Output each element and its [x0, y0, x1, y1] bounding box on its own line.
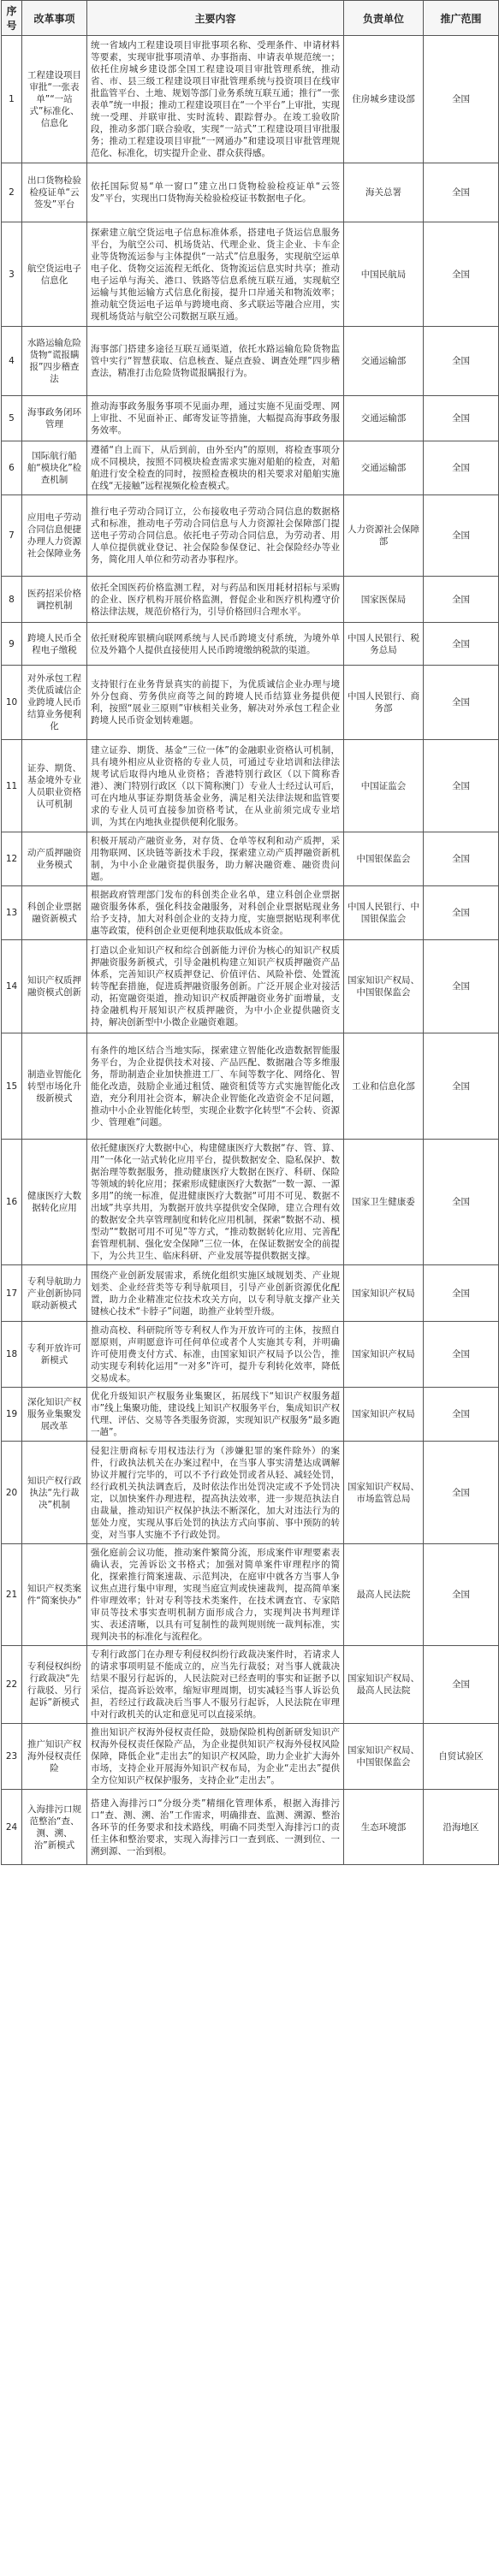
responsible-unit: 中国人民银行、中国银保监会: [344, 886, 424, 940]
table-header-row: [2, 1, 499, 36]
reform-item: 推广知识产权海外侵权责任险: [22, 1724, 87, 1790]
reform-item: 知识产权行政执法“先行裁决”机制: [22, 1442, 87, 1544]
table-row: [2, 36, 499, 163]
promotion-scope: 全国: [424, 441, 499, 495]
header-promotion-scope: 推广范围: [424, 1, 499, 36]
row-number: 10: [2, 666, 22, 740]
table-row: [2, 441, 499, 495]
row-number: 24: [2, 1790, 22, 1865]
reform-item: 知识产权类案件“简案快办”: [22, 1544, 87, 1646]
main-content: 统一省域内工程建设项目审批事项名称、受理条件、申请材料等要素，实现审批事项清单、办事指南、申请表单规范统一；依托住房城乡建设部全国工程建设项目审批管理系统，推动省、市、县三级工程建设项目审批管理系统与投资项目在线审批监管平台、土地、规划等部门业务系统互联互通；推行“一张表单”统一申报；推动工程建设项目在“一个平台”上审批，实现统一受理、并联审批、实时流转、跟踪督办。在竣工验收阶段，推动多部门联合验收，实现“一站式”工程建设项目审批服务；推动工程建设项目审批“一网通办”和建设项目审批管理规范化、标准化，切实提升企业、群众获得感。: [87, 36, 344, 163]
table-row: [2, 886, 499, 940]
table-row: [2, 1322, 499, 1388]
responsible-unit: 中国证监会: [344, 740, 424, 832]
promotion-scope: 全国: [424, 327, 499, 396]
main-content: 有条件的地区结合当地实际，探索建立智能化改造数据智能服务平台，为企业提供技术对接、产品匹配、数据融合等多维服务，帮助制造企业加快推进工厂、车间等数字化、网络化、智能化改造，鼓励企业通过租赁、融资租赁等方式实施智能化改造，充分利用社会资本，解决企业智能化改造资金不足问题，推动中小企业智能化转型，实现企业数字化转型“不会转、资源少、管理难”问题。: [87, 1033, 344, 1140]
row-number: 7: [2, 495, 22, 577]
reform-item: 出口货物检验检疫证单“云签发”平台: [22, 163, 87, 222]
promotion-scope: 全国: [424, 577, 499, 623]
promotion-scope: 全国: [424, 940, 499, 1033]
responsible-unit: 国家知识产权局、中国银保监会: [344, 1724, 424, 1790]
reform-item: 专利开放许可新模式: [22, 1322, 87, 1388]
reform-item: 工程建设项目审批“一张表单”“一站式”标准化、信息化: [22, 36, 87, 163]
reform-item: 医药招采价格调控机制: [22, 577, 87, 623]
promotion-scope: 全国: [424, 666, 499, 740]
responsible-unit: 国家知识产权局、最高人民法院: [344, 1646, 424, 1724]
main-content: 围绕产业创新发展需求，系统化组织实施区域规划类、产业规划类、企业经营类等专利导航项目，引导产业创新资源优化配置，助力企业精准定位技术攻关方向，以专利导航支撑产业关键核心技术“卡脖子”问题，助推产业转型升级。: [87, 1265, 344, 1322]
responsible-unit: 中国人民银行、商务部: [344, 666, 424, 740]
table-row: [2, 1140, 499, 1265]
row-number: 13: [2, 886, 22, 940]
row-number: 2: [2, 163, 22, 222]
promotion-scope: 全国: [424, 1033, 499, 1140]
promotion-scope: 全国: [424, 1442, 499, 1544]
table-row: [2, 396, 499, 441]
reform-item: 航空货运电子信息化: [22, 222, 87, 327]
table-row: [2, 740, 499, 832]
row-number: 16: [2, 1140, 22, 1265]
main-content: 依托国际贸易“单一窗口”建立出口货物检验检疫证单“云签发”平台，实现出口货物海关检验检疫证书数据电子化。: [87, 163, 344, 222]
responsible-unit: 最高人民法院: [344, 1544, 424, 1646]
main-content: 支持银行在业务背景真实的前提下，为优质诚信企业办理与境外分包商、劳务供应商等之间的跨境人民币结算业务提供便利，按照“展业三原则”审核相关业务，解决对外承包工程企业跨境人民币资金划转难题。: [87, 666, 344, 740]
promotion-scope: 全国: [424, 623, 499, 666]
promotion-scope: 全国: [424, 222, 499, 327]
responsible-unit: 国家知识产权局、中国银保监会: [344, 940, 424, 1033]
row-number: 3: [2, 222, 22, 327]
promotion-scope: 全国: [424, 1265, 499, 1322]
promotion-scope: 全国: [424, 163, 499, 222]
promotion-scope: 全国: [424, 1388, 499, 1442]
promotion-scope: 全国: [424, 1140, 499, 1265]
table-row: [2, 577, 499, 623]
promotion-scope: 沿海地区: [424, 1790, 499, 1865]
row-number: 23: [2, 1724, 22, 1790]
responsible-unit: 海关总署: [344, 163, 424, 222]
responsible-unit: 国家知识产权局、市场监管总局: [344, 1442, 424, 1544]
promotion-scope: 全国: [424, 1544, 499, 1646]
promotion-scope: 全国: [424, 886, 499, 940]
table-row: [2, 1265, 499, 1322]
table-row: [2, 495, 499, 577]
reform-item: 知识产权质押融资模式创新: [22, 940, 87, 1033]
responsible-unit: 工业和信息化部: [344, 1033, 424, 1140]
reform-item: 海事政务闭环管理: [22, 396, 87, 441]
responsible-unit: 交通运输部: [344, 327, 424, 396]
responsible-unit: 生态环境部: [344, 1790, 424, 1865]
header-responsible-unit: 负责单位: [344, 1, 424, 36]
main-content: 优化升级知识产权服务业集聚区，拓展线下“知识产权服务超市”线上集聚功能，建设线上知识产权服务平台，集成知识产权代理、评估、交易等各类服务资源，实现知识产权服务“最多跑一趟”。: [87, 1388, 344, 1442]
responsible-unit: 中国民航局: [344, 222, 424, 327]
main-content: 推出知识产权海外侵权责任险，鼓励保险机构创新研发知识产权海外侵权责任保险产品，为企业提供知识产权海外侵权风险保障，降低企业“走出去”的知识产权风险，助力企业扩大海外市场，支持企业开展海外知识产权布局，为企业“走出去”提供全方位知识产权保护服务，支持企业“走出去”。: [87, 1724, 344, 1790]
responsible-unit: 中国人民银行、税务总局: [344, 623, 424, 666]
main-content: 遵循“自上而下，从后到前，由外至内”的原则，将检查事项分成不同模块，按照不同模块检查需求实施对船舶的检查，对船舶进行安全检查的同时，按照检查模块的相关要求对船舶实施在线“无接触”远程视频化检查模式。: [87, 441, 344, 495]
reform-item: 国际航行船舶“模块化”检查机制: [22, 441, 87, 495]
promotion-scope: 全国: [424, 1322, 499, 1388]
reform-item: 证券、期货、基金境外专业人员职业资格认可机制: [22, 740, 87, 832]
row-number: 15: [2, 1033, 22, 1140]
main-content: 依托财税库银横向联网系统与人民币跨境支付系统，为境外单位及外籍个人提供直接使用人民币跨境缴纳税款的渠道。: [87, 623, 344, 666]
table-row: [2, 1442, 499, 1544]
main-content: 根据政府管理部门发布的科创类企业名单，建立科创企业票据融资服务体系，强化科技金融服务，对科创企业票据贴现业务给予支持，加大对科创企业的支持力度，实施票据贴现利率优惠等政策，使科创企业更便利地获取低成本资金。: [87, 886, 344, 940]
table-row: [2, 1790, 499, 1865]
promotion-scope: 自贸试验区: [424, 1724, 499, 1790]
row-number: 18: [2, 1322, 22, 1388]
reform-item: 对外承包工程类优质诚信企业跨境人民币结算业务便利化: [22, 666, 87, 740]
row-number: 22: [2, 1646, 22, 1724]
responsible-unit: 国家知识产权局: [344, 1322, 424, 1388]
reform-item: 专利侵权纠纷行政裁决“先行裁驳、另行起诉”新模式: [22, 1646, 87, 1724]
main-content: 依托全国医药价格监测工程，对与药品和医用耗材招标与采购的企业、医疗机构开展价格监测，督促企业和医疗机构遵守价格法律法规，规范价格行为，引导价格回归合理水平。: [87, 577, 344, 623]
main-content: 推动高校、科研院所等专利权人作为开放许可的主体，按照自愿原则，声明愿意许可任何单位或者个人实施其专利，并明确许可使用费支付方式、标准，由国家知识产权局予以公告，推动实现专利转化运用“一对多”许可，提升专利转化效率，降低交易成本。: [87, 1322, 344, 1388]
main-content: 专利行政部门在办理专利侵权纠纷行政裁决案件时，若请求人的请求事项明显不能成立的，应当先行裁驳；对当事人就裁决结果不服另行起诉的，人民法院对已经查明的事实和证据予以采信，提高诉讼效率，缩短审理周期，切实减轻当事人诉讼负担，若经过行政裁决后当事人不服另行起诉，人民法院在审理中对行政机关的认定和意见可以直接采纳。: [87, 1646, 344, 1724]
reform-item: 深化知识产权服务业集聚发展改革: [22, 1388, 87, 1442]
table-row: [2, 327, 499, 396]
main-content: 海事部门搭建多途径互联互通渠道，依托水路运输危险货物监管中实行“智慧获取、信息核查、疑点查验、调查处理”四步稽查法，精准打击危险货物谎报瞒报行为。: [87, 327, 344, 396]
main-content: 推动海事政务服务事项不见面办理，通过实施不见面受理、网上审批、不见面补正、邮寄发证等措施，大幅提高海事政务服务效率。: [87, 396, 344, 441]
table-row: [2, 1646, 499, 1724]
reform-item: 制造业智能化转型市场化升级新模式: [22, 1033, 87, 1140]
table-row: [2, 1388, 499, 1442]
row-number: 9: [2, 623, 22, 666]
promotion-scope: 全国: [424, 396, 499, 441]
responsible-unit: 国家医保局: [344, 577, 424, 623]
table-row: [2, 163, 499, 222]
reform-table: [1, 0, 499, 1865]
reform-item: 科创企业票据融资新模式: [22, 886, 87, 940]
header-main-content: 主要内容: [87, 1, 344, 36]
main-content: 积极开展动产融资业务，对存货、仓单等权利和动产质押，采用物联网、区块链等新技术手段，探索建立动产质押融资新机制，为中小企业融资提供服务，助力解决融资难、融资贵问题。: [87, 832, 344, 886]
main-content: 强化庭前会议功能，推动案件繁简分流，形成案件审理要素表确认表，完善诉讼文书格式；加强对简单案件审理程序的简化，探索推行简案速裁、示范判决，在庭审中就各方当事人争议焦点进行集中审理，实现当庭宣判或快速裁判，提高简单案件审理效率；针对专利等技术类案件，在技术调查官、专家陪审员等技术事实查明机制方面形成合力，实现判决书判理详实、表述清晰，以具有可复制性的裁判规则统一裁判标准，实现判决书的标准化与流程化。: [87, 1544, 344, 1646]
promotion-scope: 全国: [424, 36, 499, 163]
reform-item: 专利导航助力产业创新协同联动新模式: [22, 1265, 87, 1322]
row-number: 4: [2, 327, 22, 396]
table-row: [2, 940, 499, 1033]
row-number: 6: [2, 441, 22, 495]
row-number: 5: [2, 396, 22, 441]
main-content: 推行电子劳动合同订立，公布接收电子劳动合同信息的数据格式和标准，推动电子劳动合同信息与人力资源社会保障部门提送电子劳动合同信息。依托电子劳动合同信息，为劳动者、用人单位提供就业登记、社会保险参保登记、社会保险经办等业务，简化用人单位和劳动者办事程序。: [87, 495, 344, 577]
main-content: 依托健康医疗大数据中心，构建健康医疗大数据“存、管、算、用”一体化一站式转化应用平台，提供数据安全、隐私保护、数据治理等数据服务，推动健康医疗大数据在医疗、科研、保险等领域的转化应用；探索形成健康医疗大数据“一数一源、一源多用”的统一标准，促进健康医疗大数据“可用不可见、数据不出域”共享共用，为数据开放共享提供安全保障，建立合理有效的数据安全共享管理制度和转化应用机制，探索“数据不动、模型动”“数据可用不可见”等方式，“推动数据转化应用、完善配套管理机制、强化安全保障”三位一体，在保证数据安全的前提下，为公共卫生、临床科研、产业发展等提供数据支撑。: [87, 1140, 344, 1265]
responsible-unit: 国家知识产权局: [344, 1265, 424, 1322]
responsible-unit: 国家知识产权局: [344, 1388, 424, 1442]
promotion-scope: 全国: [424, 832, 499, 886]
main-content: 搭建入海排污口“分级分类”精细化管理体系，根据入海排污口“查、测、溯、治”工作需求，明确排查、监测、溯源、整治各环节的任务要求和技术路线，明确不同类型入海排污口的责任主体和整治要求，实现入海排污口一查到底、一测到位、一溯到源、一治到根。: [87, 1790, 344, 1865]
reform-item: 水路运输危险货物“谎报瞒报”四步稽查法: [22, 327, 87, 396]
reform-item: 入海排污口规范整治“查、测、溯、治”新模式: [22, 1790, 87, 1865]
row-number: 20: [2, 1442, 22, 1544]
table-row: [2, 1033, 499, 1140]
row-number: 11: [2, 740, 22, 832]
header-reform-item: 改革事项: [22, 1, 87, 36]
main-content: 打造以企业知识产权和综合创新能力评价为核心的知识产权质押融资服务新模式，引导金融机构建立知识产权质押融资产品体系，完善知识产权质押登记、价值评估、风险补偿、处置流转等配套措施，促进质押融资服务创新。广泛开展企业对接活动，拓宽融资渠道，推动知识产权质押融资业务扩面增量，支持金融机构开展知识产权质押融资，为中小企业提供融资支持，解决创新型中小微企业融资难题。: [87, 940, 344, 1033]
responsible-unit: 交通运输部: [344, 441, 424, 495]
main-content: 侵犯注册商标专用权违法行为（涉嫌犯罪的案件除外）的案件，行政执法机关在办案过程中，在当事人事实清楚达成调解协议并履行完毕的，可以不予行政处罚或者从轻、减轻处罚，经行政机关执法调查后，及时依法作出处罚决定或不予处罚决定，以加快案件办理进程，提高执法效率，进一步规范执法自由裁量，推动知识产权保护执法不断深化，加大对违法行为的惩处力度，实现从事后处罚的执法方式向事前、事中预防的转变，对当事人实施不予行政处罚。: [87, 1442, 344, 1544]
promotion-scope: 全国: [424, 1646, 499, 1724]
responsible-unit: 交通运输部: [344, 396, 424, 441]
table-body: [2, 36, 499, 1865]
row-number: 21: [2, 1544, 22, 1646]
header-number: 序号: [2, 1, 22, 36]
row-number: 1: [2, 36, 22, 163]
row-number: 19: [2, 1388, 22, 1442]
responsible-unit: 国家卫生健康委: [344, 1140, 424, 1265]
row-number: 8: [2, 577, 22, 623]
table-row: [2, 222, 499, 327]
promotion-scope: 全国: [424, 740, 499, 832]
responsible-unit: 人力资源社会保障部: [344, 495, 424, 577]
row-number: 14: [2, 940, 22, 1033]
table-row: [2, 623, 499, 666]
reform-item: 应用电子劳动合同信息便捷办理人力资源社会保障业务: [22, 495, 87, 577]
reform-item: 跨境人民币全程电子缴税: [22, 623, 87, 666]
promotion-scope: 全国: [424, 495, 499, 577]
responsible-unit: 中国银保监会: [344, 832, 424, 886]
main-content: 建立证券、期货、基金“三位一体”的金融职业资格认可机制，具有境外相应从业资格的专业人员，可通过专业培训和法律法规考试后取得内地从业资格；香港特别行政区（以下简称香港）、澳门特别行政区（以下简称澳门）专业人士经过认可后，可在内地从事证券期货基金业务，满足相关法律法规和监管要求的专业人员可直接参加资格考试，在从业前须完成专业培训，为其在内地执业提供便利化服务。: [87, 740, 344, 832]
reform-item: 动产质押融资业务模式: [22, 832, 87, 886]
responsible-unit: 住房城乡建设部: [344, 36, 424, 163]
table-row: [2, 1544, 499, 1646]
main-content: 探索建立航空货运电子信息标准体系，搭建电子货运信息服务平台，为航空公司、机场货站、代理企业、货主企业、卡车企业等货物流运参与主体提供“一站式”信息服务，实现航空运单电子化、货物交运流程无纸化、货物流运信息实时共享；推动电子运单与海关、港口、铁路等信息系统互联互通，实现航空运输与其他运输方式信息化衔接，提升口岸通关和物流效率；推动航空货运电子运单与跨境电商、多式联运等融合应用，实现机场货站与航空公司数据互联互通。: [87, 222, 344, 327]
reform-item: 健康医疗大数据转化应用: [22, 1140, 87, 1265]
row-number: 17: [2, 1265, 22, 1322]
table-row: [2, 1724, 499, 1790]
row-number: 12: [2, 832, 22, 886]
table-row: [2, 666, 499, 740]
table-row: [2, 832, 499, 886]
